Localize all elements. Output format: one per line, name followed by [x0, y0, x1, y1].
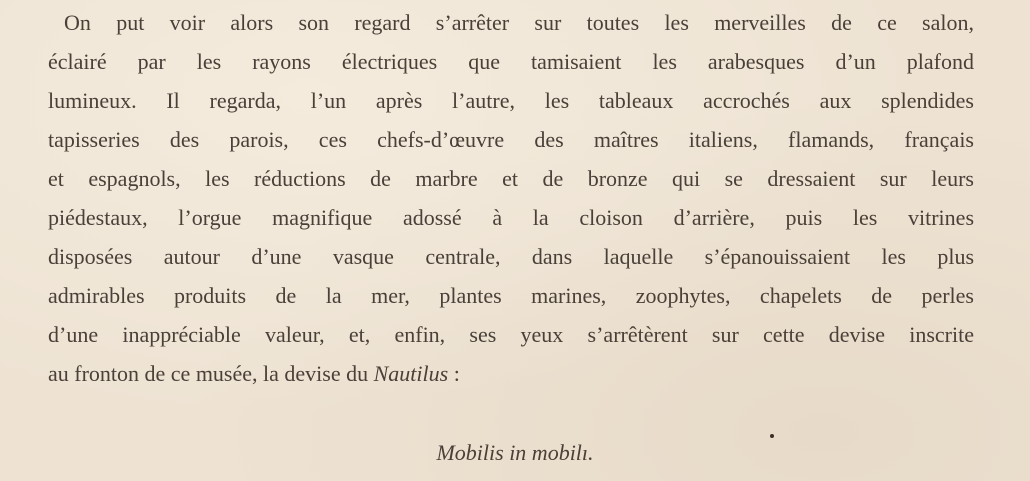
text-line-10-suffix: :: [448, 361, 460, 386]
text-line-4: tapisseries des parois, ces chefs-d’œuvre des maîtres italiens, flamands, français: [48, 127, 974, 152]
text-line-1: On put voir alors son regard s’arrêter sur toutes les merveilles de ce salon,: [64, 10, 974, 35]
text-line-10: [48, 359, 974, 389]
ship-name: Nautilus: [373, 361, 449, 386]
motto: Mobilis in mobilı.: [436, 440, 594, 465]
text-line-6: piédestaux, l’orgue magnifique adossé à la cloison d’arrière, puis les vitrines: [48, 205, 974, 230]
text-line-5: et espagnols, les réductions de marbre et de bronze qui se dressaient sur leurs: [48, 166, 974, 191]
text-line-3: lumineux. Il regarda, l’un après l’autre, les tableaux accrochés aux splendides: [48, 88, 974, 113]
text-line-8: admirables produits de la mer, plantes marines, zoophytes, chapelets de perles: [48, 283, 974, 308]
text-line-7: disposées autour d’une vasque centrale, dans laquelle s’épanouissaient les plus: [48, 244, 974, 269]
text-line-9: d’une inappréciable valeur, et, enfin, ses yeux s’arrêtèrent sur cette devise inscrite: [48, 322, 974, 347]
text-line-10-prefix: au fronton de ce musée, la devise du: [48, 361, 374, 386]
text-line-2: éclairé par les rayons électriques que tamisaient les arabesques d’un plafond: [48, 49, 974, 74]
